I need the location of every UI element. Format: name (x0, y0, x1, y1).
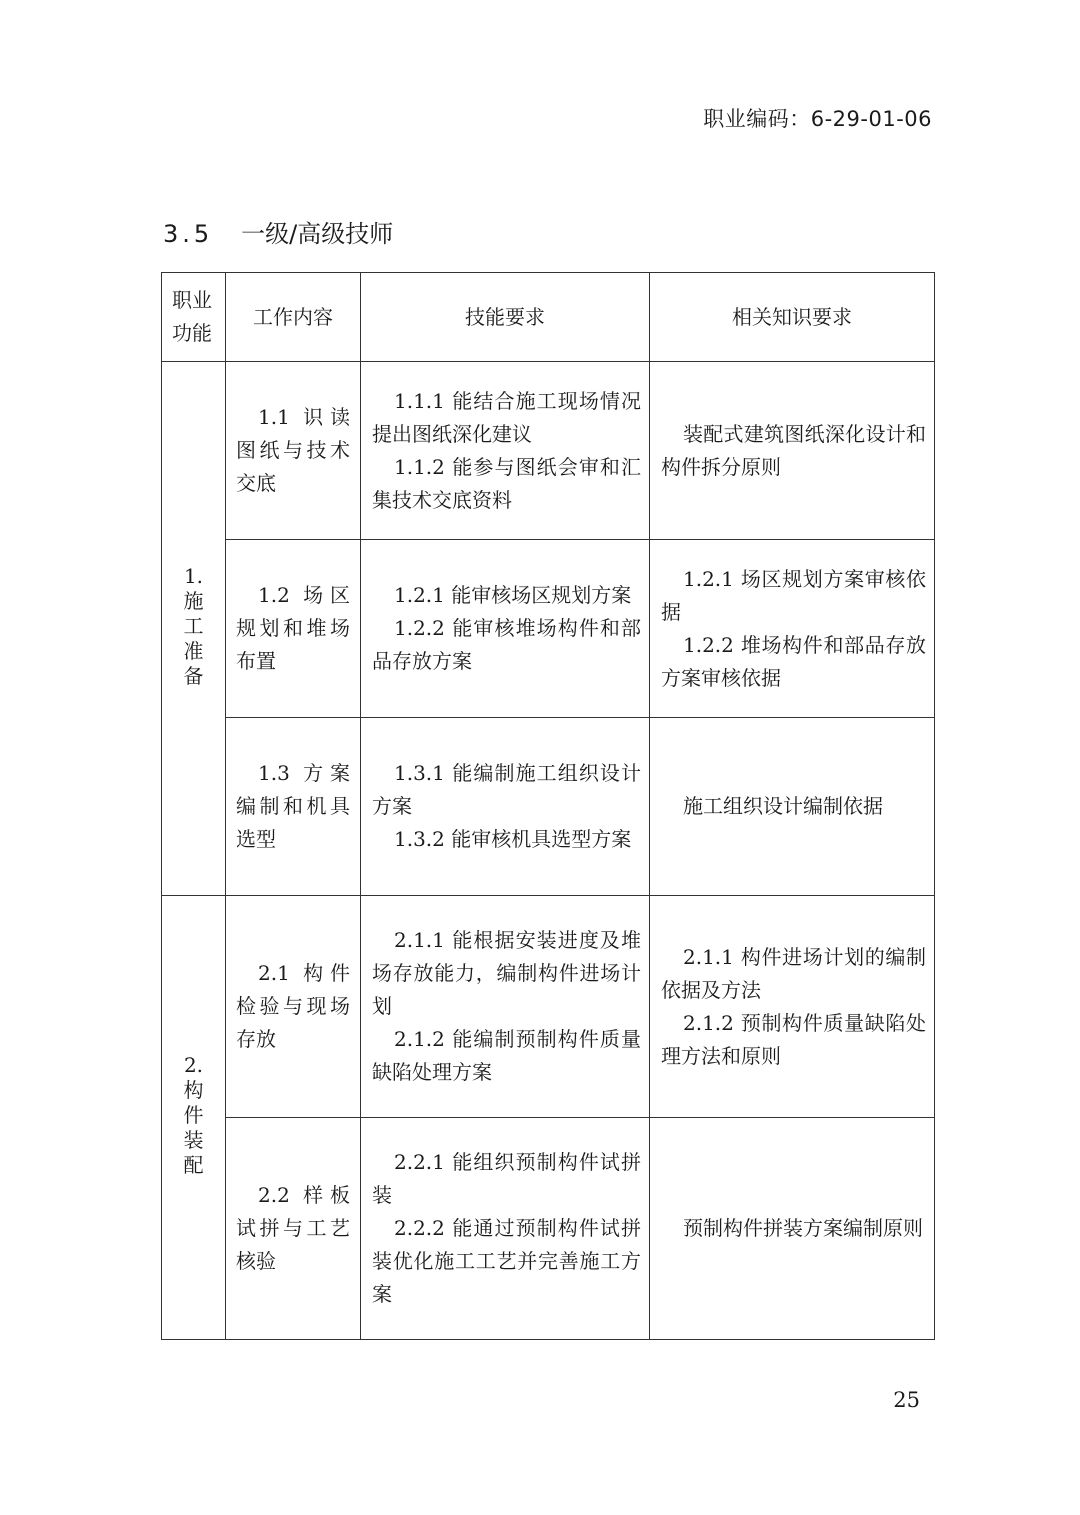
function-cell-construction-prep (162, 362, 226, 896)
knowledge-cell (650, 362, 935, 540)
page-number: 25 (893, 1388, 920, 1412)
table-row (162, 540, 935, 718)
section-number: 3.5 (163, 220, 214, 248)
knowledge-cell (650, 540, 935, 718)
func-char: 件 (183, 1103, 204, 1127)
work-content-text: 2.2 样板试拼与工艺核验 (236, 1183, 350, 1273)
func-char: 构 (183, 1078, 204, 1102)
table-row (162, 896, 935, 1118)
section-title-text: 一级/高级技师 (241, 220, 394, 248)
knowledge-item: 装配式建筑图纸深化设计和构件拆分原则 (661, 421, 926, 479)
work-content-text: 1.3 方案编制和机具选型 (236, 761, 350, 851)
skill-item: 1.2.1 能审核场区规划方案 (394, 583, 632, 607)
func-number: 1. (183, 564, 204, 588)
knowledge-item: 施工组织设计编制依据 (683, 794, 883, 818)
skill-item: 1.3.2 能审核机具选型方案 (394, 827, 632, 851)
func-char: 配 (183, 1153, 204, 1177)
knowledge-item: 1.2.1 场区规划方案审核依据 (661, 566, 926, 624)
func-char: 施 (183, 589, 204, 613)
knowledge-item: 预制构件拼装方案编制原则 (683, 1216, 923, 1240)
func-char: 工 (183, 614, 204, 638)
skill-item: 1.3.1 能编制施工组织设计方案 (372, 761, 641, 818)
skill-item: 2.2.2 能通过预制构件试拼装优化施工工艺并完善施工方案 (372, 1216, 641, 1306)
knowledge-cell (650, 718, 935, 896)
skill-item: 1.2.2 能审核堆场构件和部品存放方案 (372, 616, 641, 673)
func-char: 准 (183, 639, 204, 663)
skill-item: 2.1.2 能编制预制构件质量缺陷处理方案 (372, 1027, 641, 1084)
header-skill-requirements: 技能要求 (361, 273, 650, 362)
header-knowledge-requirements: 相关知识要求 (650, 273, 935, 362)
skill-cell (361, 896, 650, 1118)
knowledge-item: 2.1.1 构件进场计划的编制依据及方法 (661, 944, 926, 1002)
func-number: 2. (183, 1053, 204, 1077)
skill-item: 2.2.1 能组织预制构件试拼装 (372, 1150, 641, 1207)
work-content-cell (226, 718, 361, 896)
work-content-text: 1.1 识读图纸与技术交底 (236, 405, 350, 495)
skill-cell (361, 1118, 650, 1340)
knowledge-item: 1.2.2 堆场构件和部品存放方案审核依据 (661, 632, 926, 690)
work-content-text: 1.2 场区规划和堆场布置 (236, 583, 350, 673)
work-content-text: 2.1 构件检验与现场存放 (236, 961, 350, 1051)
skills-standard-table (161, 272, 935, 1340)
table-row (162, 1118, 935, 1340)
function-cell-component-assembly (162, 896, 226, 1340)
skill-cell (361, 362, 650, 540)
table-header-row (162, 273, 935, 362)
table-row (162, 362, 935, 540)
table-row (162, 718, 935, 896)
work-content-cell (226, 1118, 361, 1340)
knowledge-cell (650, 1118, 935, 1340)
header-occupation-function (162, 273, 226, 362)
skill-item: 2.1.1 能根据安装进度及堆场存放能力，编制构件进场计划 (372, 928, 641, 1018)
skill-item: 1.1.1 能结合施工现场情况提出图纸深化建议 (372, 388, 641, 446)
header-func-line1: 职业 (172, 288, 212, 312)
work-content-cell (226, 362, 361, 540)
skill-item: 1.1.2 能参与图纸会审和汇集技术交底资料 (372, 454, 641, 512)
work-content-cell (226, 896, 361, 1118)
header-func-line2: 功能 (172, 321, 212, 345)
func-char: 备 (183, 664, 204, 688)
section-title (163, 214, 393, 249)
header-work-content: 工作内容 (226, 273, 361, 362)
func-char: 装 (183, 1128, 204, 1152)
knowledge-item: 2.1.2 预制构件质量缺陷处理方法和原则 (661, 1010, 926, 1068)
knowledge-cell (650, 896, 935, 1118)
skill-cell (361, 540, 650, 718)
work-content-cell (226, 540, 361, 718)
skill-cell (361, 718, 650, 896)
occupation-code: 职业编码：6-29-01-06 (703, 107, 932, 131)
